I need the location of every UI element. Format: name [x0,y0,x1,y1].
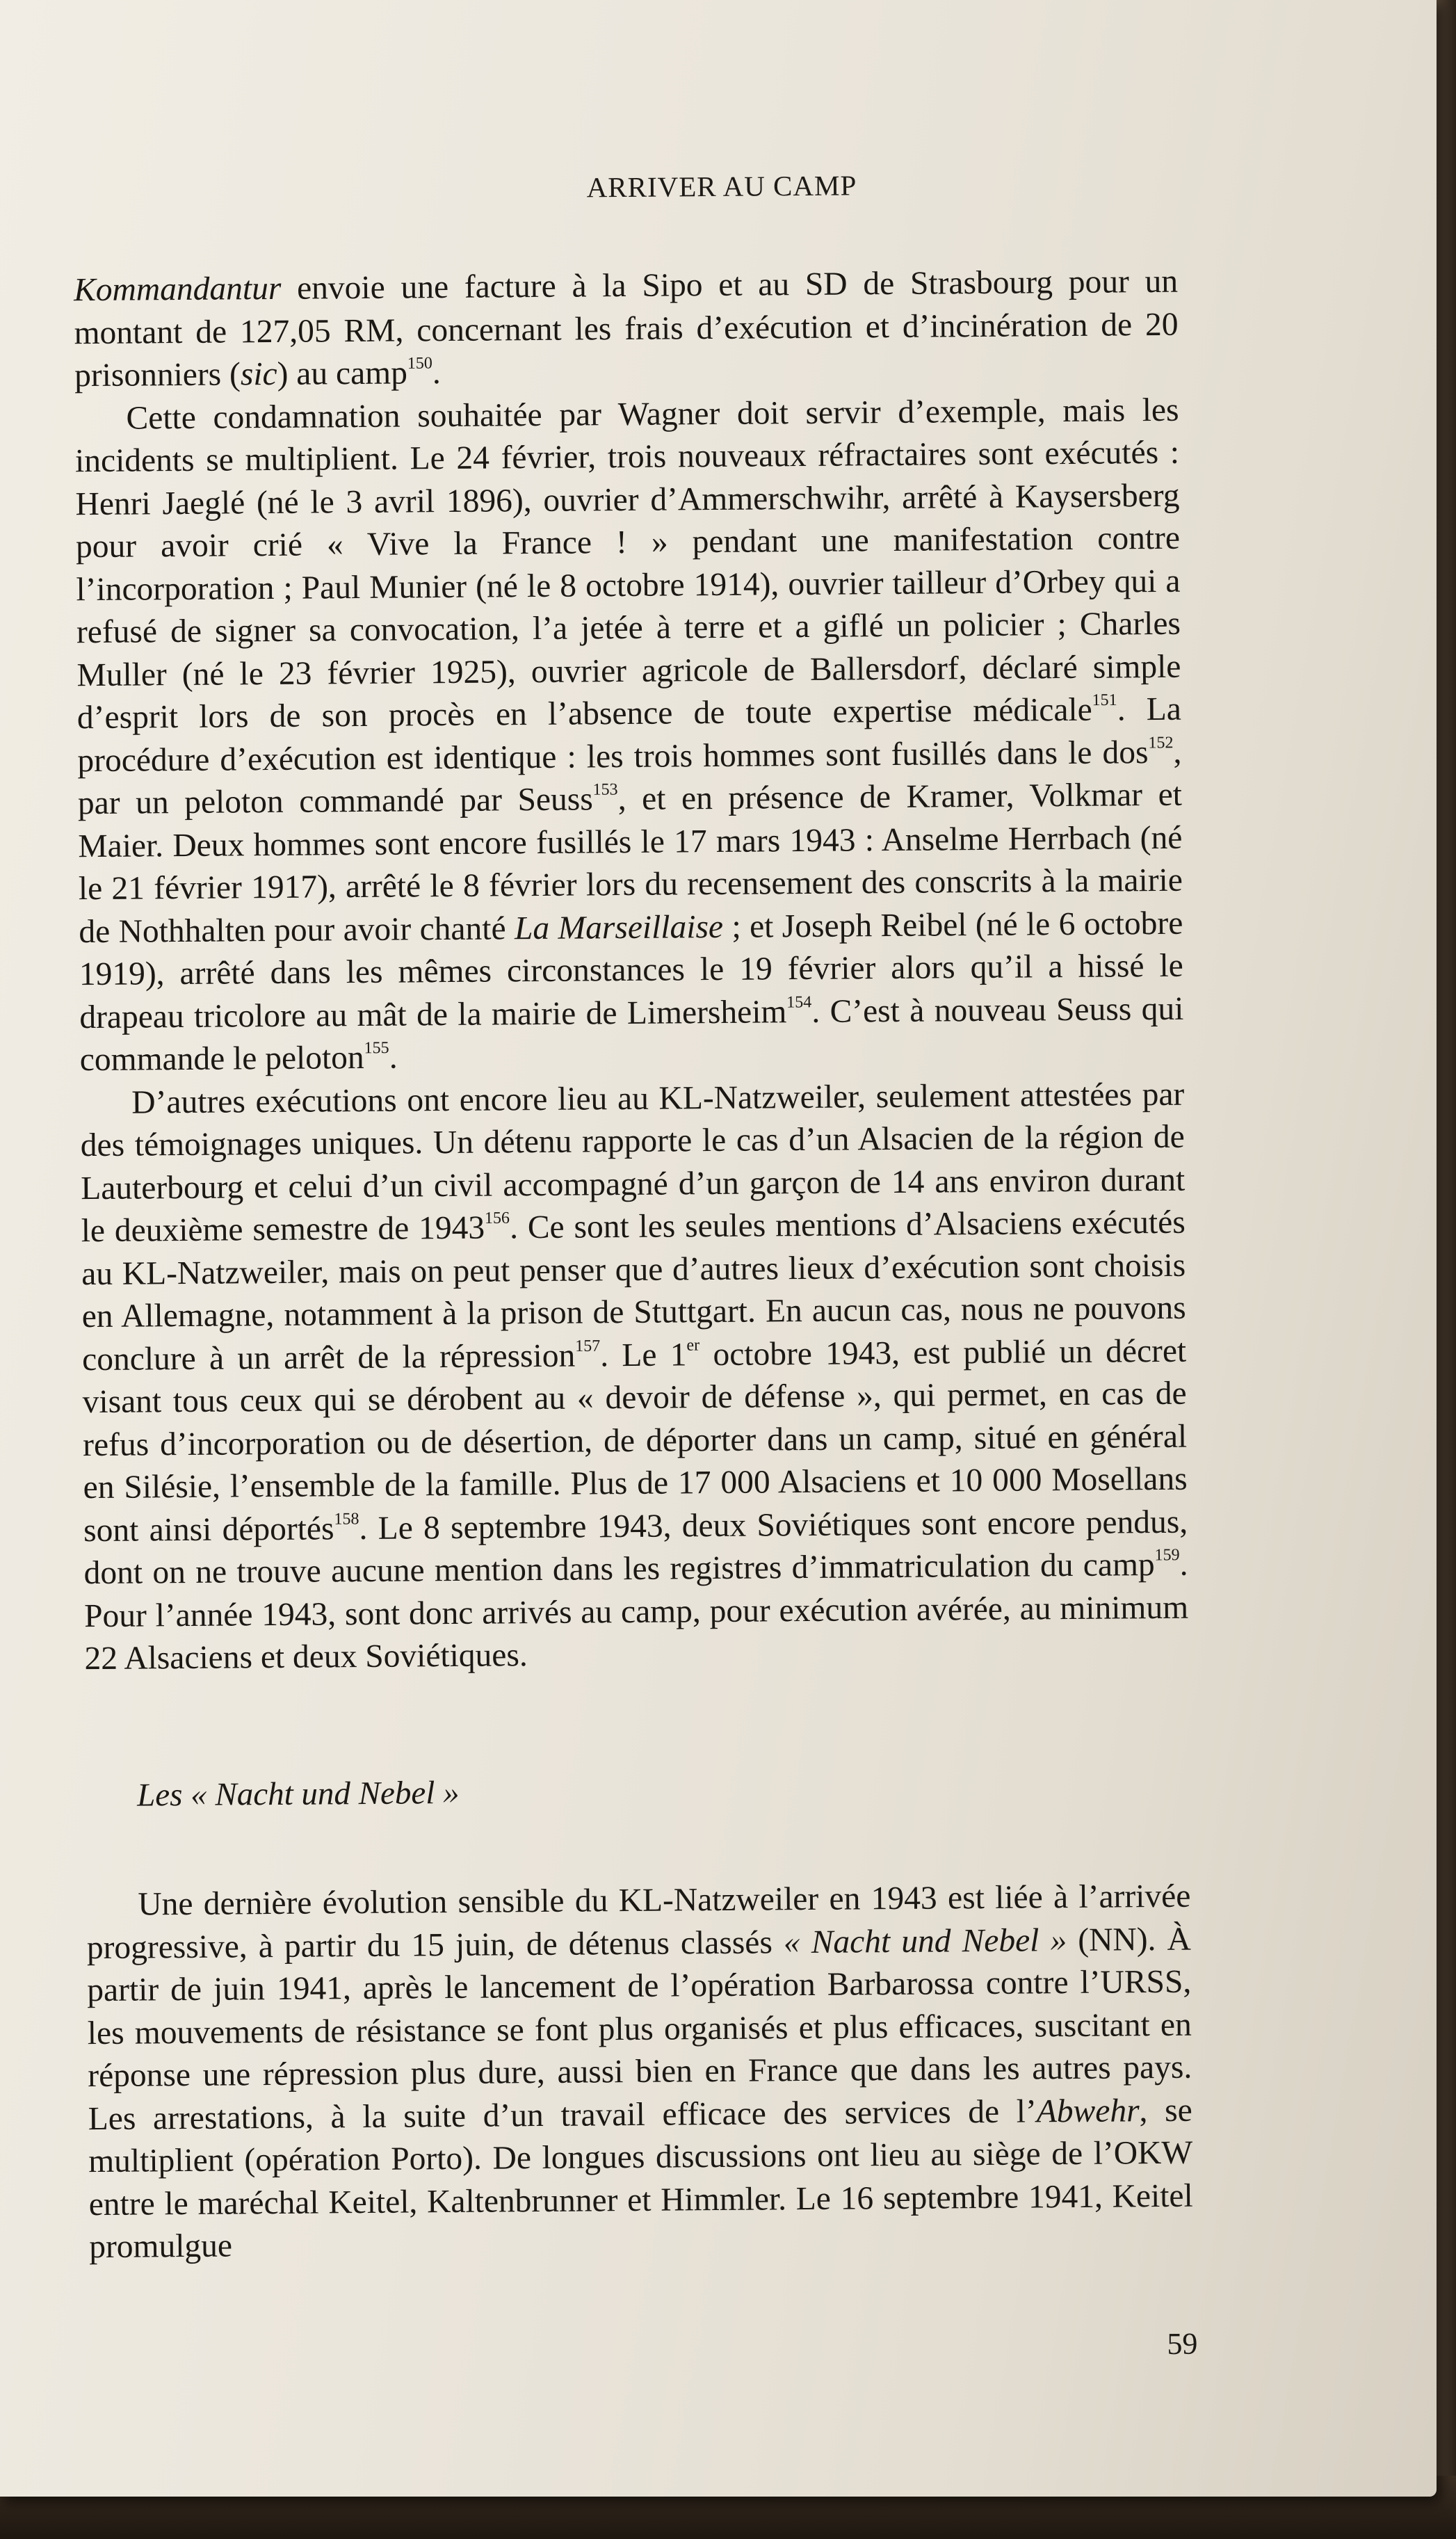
footnote-ref: er [686,1336,700,1355]
text-run: . Le 8 septembre 1943, deux Soviétiques sont encore pendus, dont on ne trouve aucune mention dans les registres d’immatriculation du camp [83,1504,1188,1592]
text-run: . La procédure d’exécution est identique : les trois hommes sont fusillés dans le dos [77,691,1182,779]
text-run: octobre 1943, est publié un décret visant tous ceux qui se dérobent au « devoir de défense », qui permet, en cas de refus d’incorporation ou de désertion, de déporter dans un camp, situé en général en Silésie, l’ensemble de la famille. Plus de 17 000 Alsaciens et 10 000 Mosellans sont ainsi déportés [82,1332,1188,1549]
text-run: . Pour l’année 1943, sont donc arrivés au camp, pour exécution avérée, au minimum 22 Alsaciens et deux Soviétiques. [83,1546,1189,1677]
footnote-ref: 153 [592,780,618,799]
italic-run: La Marseillaise [514,908,724,946]
text-run: , se multiplient (opération Porto). De longues discussions ont lieu au siège de l’OKW entre le maréchal Keitel, Kaltenbrunner et Himmler. Le 16 septembre 1941, Keitel promulgue [88,2092,1193,2266]
text-run: Une dernière évolution sensible du KL-Natzweiler en 1943 est liée à l’arrivée progressive, à partir du 15 juin, de détenus classés [86,1878,1191,1966]
body-text [74,261,1194,2269]
running-head: ARRIVER AU CAMP [586,169,857,204]
text-run: D’autres exécutions ont encore lieu au KL-Natzweiler, seulement attestées par des témoignages uniques. Un détenu rapporte le cas d’un Alsacien de la région de Lauterbourg et celui d’un civil accompagné d’un garçon de 14 ans environ durant le deuxième semestre de 1943 [80,1076,1186,1250]
page-number: 59 [1167,2326,1198,2361]
text-run: . Le 1 [600,1336,687,1373]
text-run: . [432,355,441,392]
text-run: Cette condamnation souhaitée par Wagner doit servir d’exemple, mais les incidents se multiplient. Le 24 février, trois nouveaux réfractaires sont exécutés : Henri Jaeglé (né le 3 avril 1896), ouvrier d’Ammerschwihr, arrêté à Kaysersberg pour avoir crié « Vive la France ! » pendant une manifestation contre l’incorporation ; Paul Munier (né le 8 octobre 1914), ouvrier tailleur d’Orbey qui a refusé de signer sa convocation, l’a jetée à terre et a giflé un policier ; Charles Muller (né le 23 février 1925), ouvrier agricole de Ballersdorf, déclaré simple d’esprit lors de son procès en l’absence de toute expertise médicale [74,392,1181,736]
footnote-ref: 158 [334,1509,359,1529]
text-run: ; et Joseph Reibel (né le 6 octobre 1919), arrêté dans les mêmes circonstances le 19 février alors qu’il a hissé le drapeau tricolore au mât de la mairie de Limersheim [79,905,1183,1035]
section-title: Les « Nacht und Nebel » [136,1774,460,1814]
text-run: , et en présence de Kramer, Volkmar et Maier. Deux hommes sont encore fusillés le 17 mars 1943 : Anselme Herrbach (né le 21 février 1917), arrêté le 8 février lors du recensement des conscrits à la mairie de Nothhalten pour avoir chanté [78,776,1183,950]
footnote-ref: 155 [364,1039,389,1058]
footnote-ref: 154 [786,992,812,1012]
footnote-ref: 152 [1148,733,1174,752]
footnote-ref: 159 [1154,1546,1180,1565]
italic-run: sic [240,355,277,393]
text-run: ) au camp [277,355,408,392]
footnote-ref: 151 [1092,691,1117,710]
text-run: , par un peloton commandé par Seuss [77,734,1182,822]
paragraph-4 [86,1876,1193,2269]
italic-run: Abwehr [1036,2092,1140,2129]
italic-run: Kommandantur [73,270,282,309]
paragraph-3 [80,1073,1189,1680]
footnote-ref: 157 [575,1337,601,1355]
paragraph-2 [74,389,1184,1081]
footnote-ref: 150 [407,354,432,373]
text-run: . [389,1039,398,1076]
text-run: (NN). À partir de juin 1941, après le lancement de l’opération Barbarossa contre l’URSS, les mouvements de résistance se font plus organisés et plus efficaces, suscitant en réponse une répression plus dure, aussi bien en France que dans les autres pays. Les arrestations, à la suite d’un travail efficace des services de l’ [87,1921,1192,2137]
paragraph-1 [74,261,1179,398]
footnote-ref: 156 [484,1209,510,1228]
italic-run: « Nacht und Nebel » [783,1921,1067,1960]
text-run: envoie une facture à la Sipo et au SD de Strasbourg pour un montant de 127,05 RM, concernant les frais d’exécution et d’incinération de 20 prisonniers ( [74,263,1179,394]
text-run: . Ce sont les seules mentions d’Alsaciens exécutés au KL-Natzweiler, mais on peut penser que d’autres lieux d’exécution sont choisis en Allemagne, notamment à la prison de Stuttgart. En aucun cas, nous ne pouvons conclure à un arrêt de la répression [81,1204,1186,1378]
text-run: . C’est à nouveau Seuss qui commande le peloton [79,990,1184,1079]
